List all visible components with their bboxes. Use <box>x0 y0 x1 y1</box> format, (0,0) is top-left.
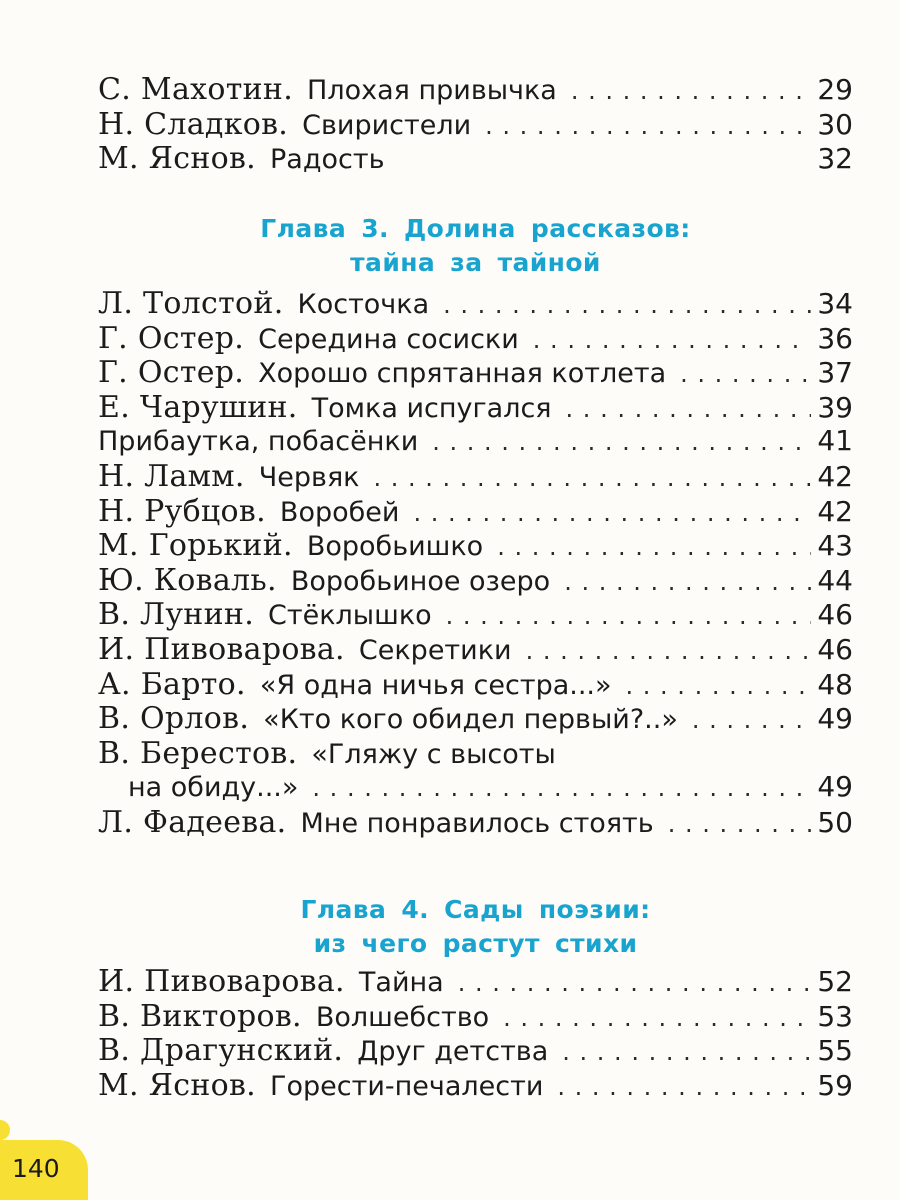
toc-entry <box>98 1068 853 1103</box>
toc-leader <box>497 533 811 561</box>
toc-entry <box>98 563 853 598</box>
toc-entry <box>98 964 853 999</box>
toc-author: Н. Сладков. <box>98 106 289 142</box>
toc-page: 41 <box>817 424 853 458</box>
toc-author: В. Берестов. <box>98 735 298 771</box>
toc-author: В. Викторов. <box>98 998 302 1034</box>
toc-entry-multiline <box>98 736 853 771</box>
toc-page: 36 <box>817 321 853 355</box>
toc-leader <box>626 672 812 700</box>
toc-author: Е. Чарушин. <box>98 389 298 425</box>
toc-page: 42 <box>817 494 853 528</box>
toc-page: 49 <box>817 702 853 736</box>
chapter-4-heading <box>98 893 853 961</box>
chapter-4-line2: из чего растут стихи <box>313 929 638 958</box>
toc-title: Волшебство <box>315 1001 490 1033</box>
toc-author: Н. Рубцов. <box>98 493 266 529</box>
chapter-4-line1: Глава 4. Сады поэзии: <box>300 895 651 924</box>
toc-entry <box>98 528 853 563</box>
toc-page: 43 <box>817 529 853 563</box>
toc-page: 55 <box>817 1034 853 1068</box>
toc-leader <box>566 395 812 423</box>
toc-title: Свиристели <box>302 109 472 141</box>
toc-page: 46 <box>817 598 853 632</box>
toc-leader <box>443 291 811 319</box>
toc-title: Секретики <box>358 634 512 666</box>
toc-author: С. Махотин. <box>98 72 294 107</box>
toc-entry <box>98 355 853 390</box>
toc-author: Г. Остер. <box>98 355 245 391</box>
toc-title: Горести-печалести <box>270 1070 544 1102</box>
toc-entry <box>98 390 853 425</box>
toc-chapter-3-section <box>98 286 853 840</box>
toc-author: Л. Толстой. <box>98 286 284 321</box>
toc-author: И. Пивоварова. <box>98 964 345 999</box>
toc-leader <box>485 112 811 140</box>
toc-page: 52 <box>817 965 853 998</box>
toc-entry <box>98 107 853 142</box>
toc-title: Мне понравилось стоять <box>300 807 654 839</box>
toc-author: Л. Фадеева. <box>98 804 287 840</box>
toc-title-line1: «Гляжу с высоты <box>311 738 556 770</box>
toc-title: Воробей <box>279 496 400 528</box>
toc-page: 44 <box>817 563 853 597</box>
toc-page: 29 <box>817 73 853 106</box>
toc-entry <box>98 72 853 107</box>
toc-entry <box>98 667 853 702</box>
toc-entry-continuation <box>98 770 853 805</box>
toc-leader <box>562 1038 811 1066</box>
toc-author: В. Драгунский. <box>98 1033 344 1069</box>
toc-page: 32 <box>817 142 853 176</box>
toc-leader <box>533 326 812 354</box>
toc-leader <box>374 464 812 492</box>
toc-author: Г. Остер. <box>98 320 245 356</box>
toc-author: В. Орлов. <box>98 701 250 737</box>
toc-leader <box>458 969 812 997</box>
toc-page: 39 <box>817 390 853 424</box>
toc-leader <box>680 360 811 388</box>
toc-leader <box>432 428 811 456</box>
chapter-3-line2: тайна за тайной <box>350 248 601 277</box>
toc-title: Воробьишко <box>306 531 484 563</box>
toc-chapter-4-section <box>98 964 853 1102</box>
toc-page: 37 <box>817 356 853 390</box>
toc-page: 34 <box>817 287 853 320</box>
toc-title: Плохая привычка <box>307 75 557 106</box>
toc-author: Ю. Коваль. <box>98 562 277 598</box>
badge-decoration <box>0 1120 10 1140</box>
toc-page: 59 <box>817 1068 853 1102</box>
toc-entry <box>98 701 853 736</box>
page-number-badge <box>0 1140 88 1200</box>
toc-page: 48 <box>817 667 853 701</box>
toc-entry <box>98 286 853 321</box>
toc-entry <box>98 494 853 529</box>
toc-author: И. Пивоварова. <box>98 631 345 667</box>
toc-title: Червяк <box>258 461 360 493</box>
toc-page: 42 <box>817 459 853 493</box>
toc-title: Середина сосиски <box>258 323 519 355</box>
chapter-3-heading <box>98 212 853 280</box>
toc-author: М. Яснов. <box>98 1067 257 1103</box>
toc-title: Хорошо спрятанная котлета <box>258 358 667 390</box>
toc-title: Прибаутка, побасёнки <box>98 426 419 458</box>
toc-title: «Я одна ничья сестра...» <box>259 669 612 701</box>
toc-leader <box>571 77 812 105</box>
toc-entry <box>98 805 853 840</box>
toc-leader <box>564 568 811 596</box>
toc-entry <box>98 1033 853 1068</box>
toc-page: 49 <box>817 770 853 804</box>
toc-page: 30 <box>817 107 853 141</box>
toc-author: А. Барто. <box>98 666 246 702</box>
toc-title: Томка испугался <box>311 392 552 424</box>
toc-title: Тайна <box>358 967 444 998</box>
toc-entry <box>98 999 853 1034</box>
chapter-3-line1: Глава 3. Долина рассказов: <box>260 214 691 243</box>
toc-author: В. Лунин. <box>98 597 255 633</box>
toc-title-line2: на обиду...» <box>128 772 299 804</box>
toc-author: Н. Ламм. <box>98 458 245 494</box>
toc-page: 46 <box>817 632 853 666</box>
toc-entry <box>98 321 853 356</box>
toc-entry <box>98 632 853 667</box>
toc-page: 53 <box>817 999 853 1033</box>
toc-leader <box>668 810 812 838</box>
toc-title: Косточка <box>297 289 430 320</box>
toc-title: Стёклышко <box>268 600 432 632</box>
toc-author: М. Яснов. <box>98 141 257 177</box>
toc-title: Воробьиное озеро <box>290 565 551 597</box>
toc-title: «Кто кого обидел первый?..» <box>263 704 678 736</box>
toc-top-section <box>98 72 853 176</box>
toc-author: М. Горький. <box>98 528 293 564</box>
toc-leader <box>503 1004 811 1032</box>
toc-title: Радость <box>270 144 385 176</box>
toc-leader <box>446 602 812 630</box>
toc-leader <box>526 637 812 665</box>
toc-entry <box>98 459 853 494</box>
toc-leader <box>413 499 811 527</box>
toc-leader <box>557 1073 811 1101</box>
page-number: 140 <box>12 1154 60 1183</box>
toc-entry <box>98 597 853 632</box>
toc-title: Друг детства <box>357 1036 549 1068</box>
toc-entry <box>98 141 853 176</box>
toc-leader <box>692 706 812 734</box>
toc-page: 50 <box>817 805 853 839</box>
toc-entry <box>98 424 853 459</box>
toc-leader <box>312 774 811 802</box>
